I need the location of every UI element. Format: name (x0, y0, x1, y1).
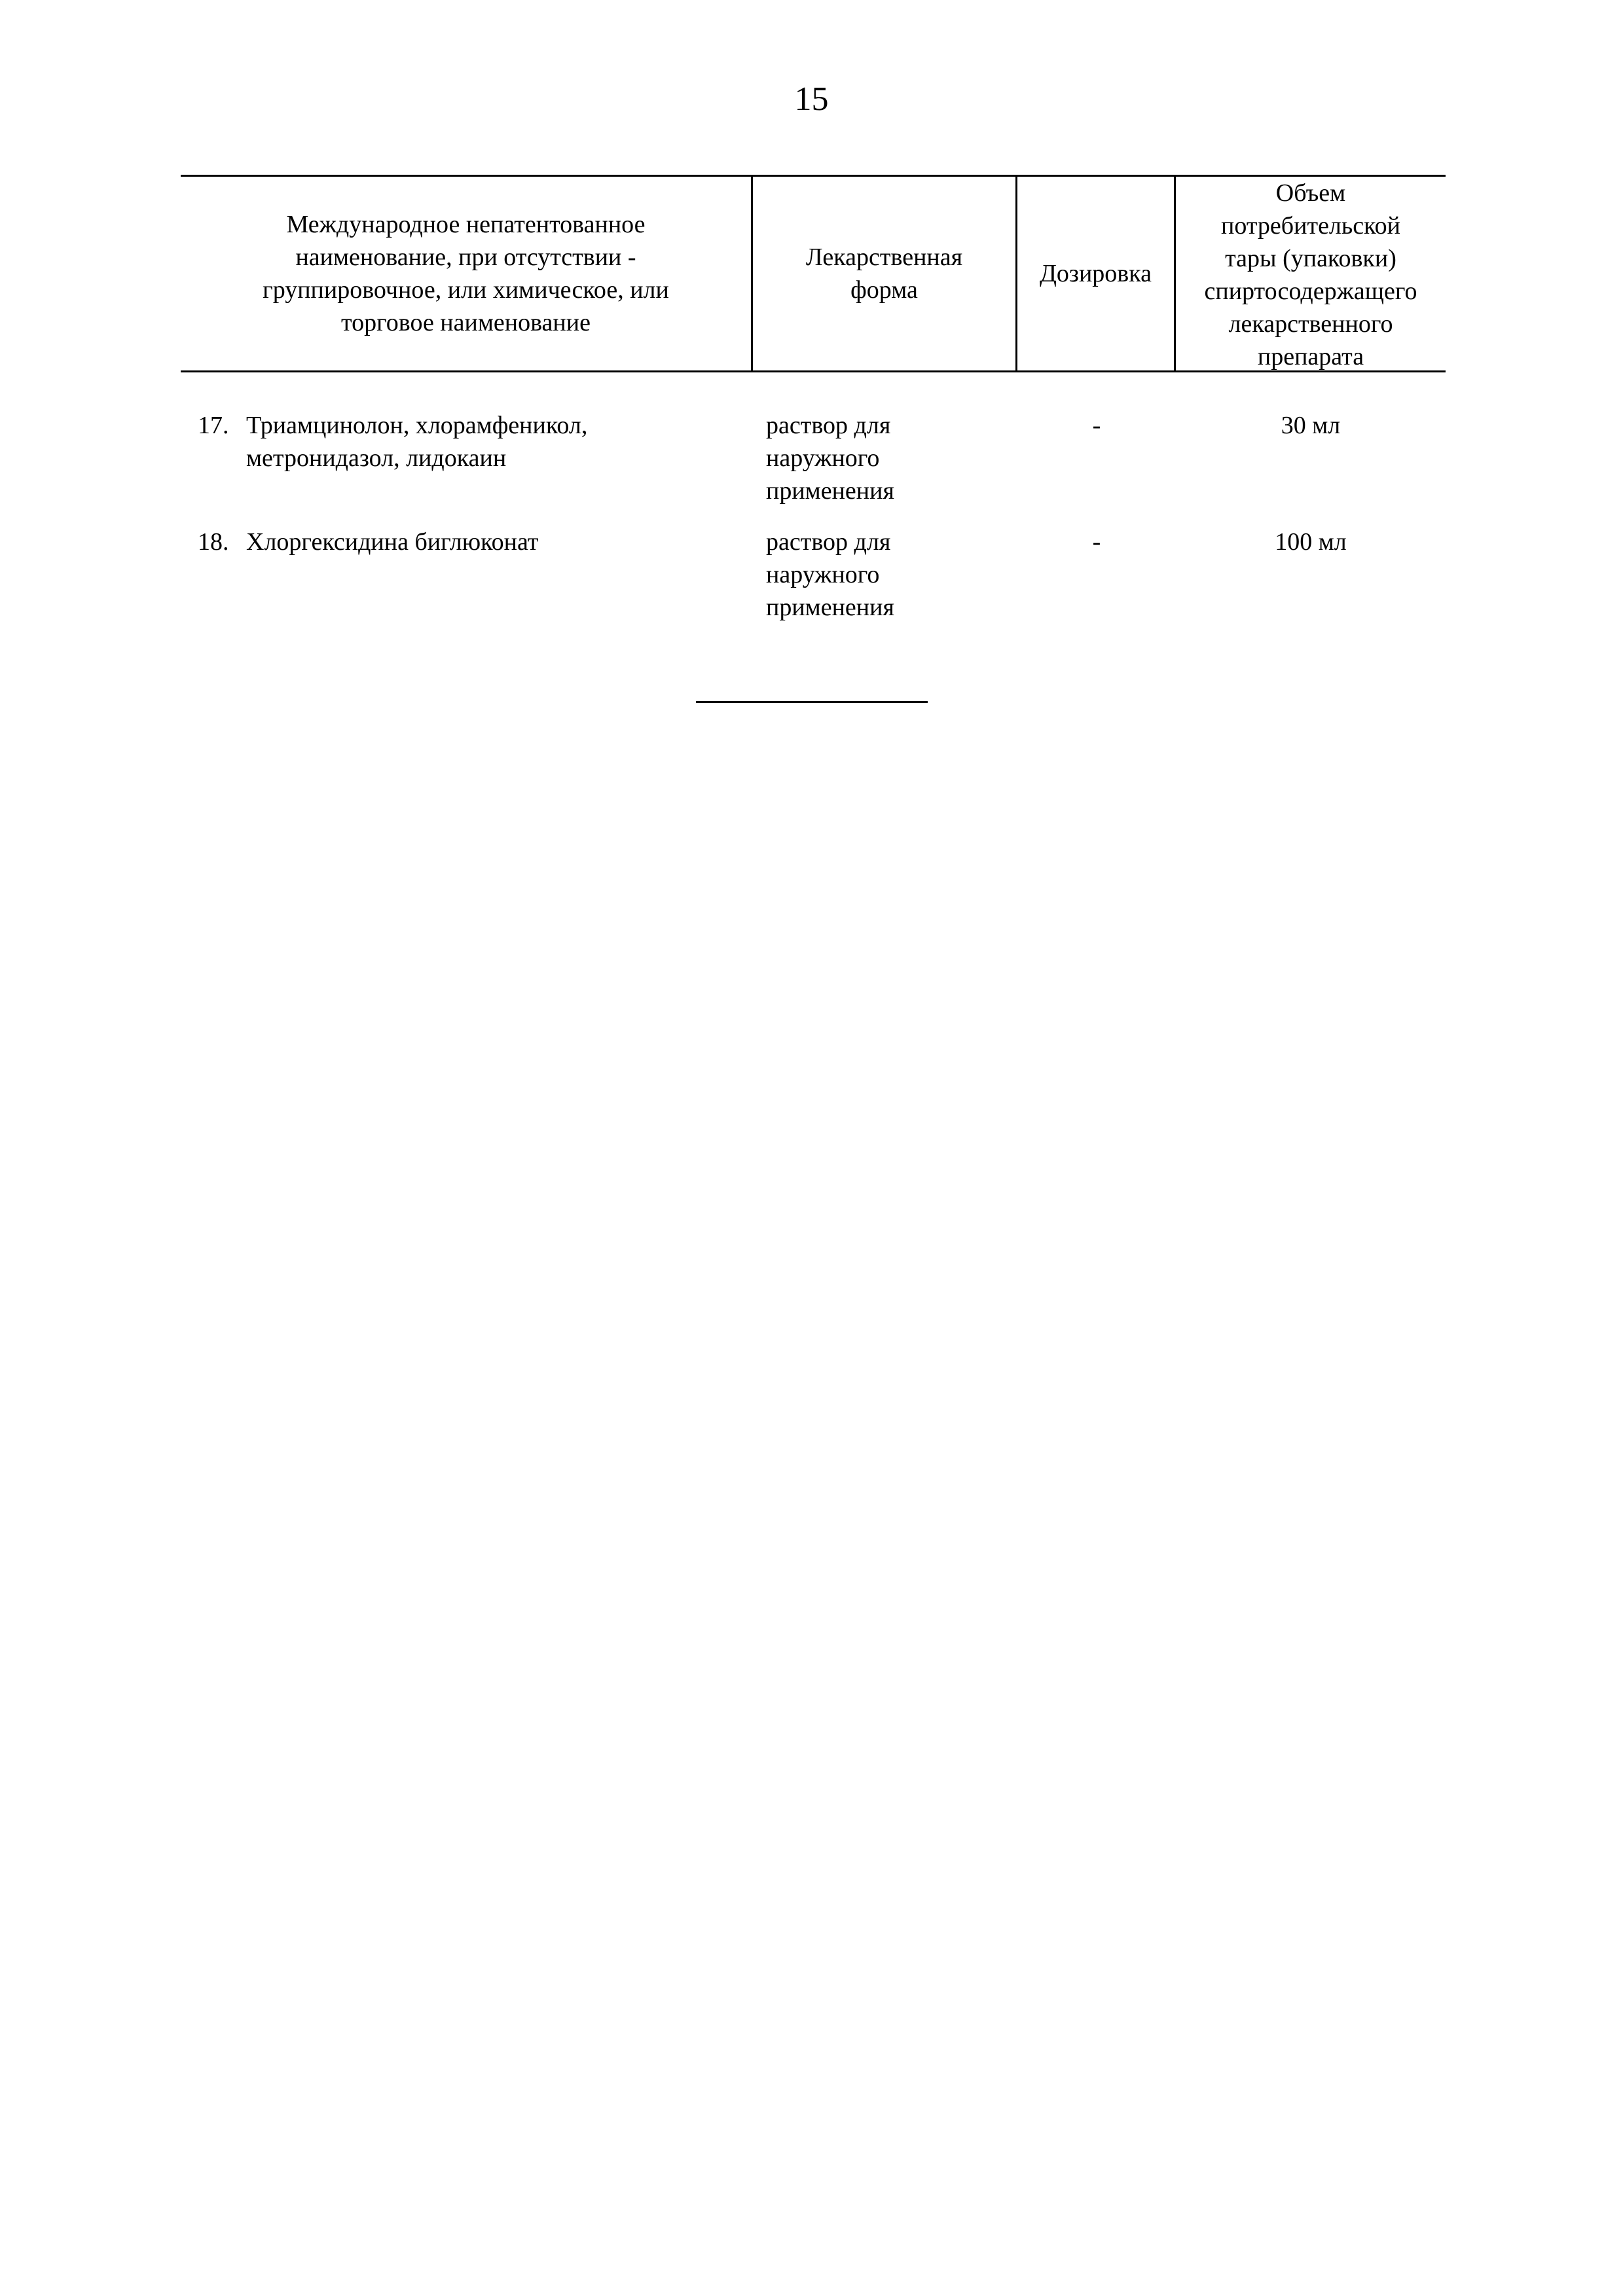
row-volume: 30 мл (1281, 412, 1341, 439)
row-drug-name: Триамцинолон, хлорамфеникол, метронидазол, лидокаин (246, 412, 588, 472)
row-volume: 100 мл (1275, 528, 1347, 556)
header-form: Лекарственная форма (805, 243, 963, 304)
header-form-cell (753, 177, 1017, 370)
header-name-cell (181, 177, 753, 370)
row-number: 18. (198, 528, 229, 556)
row-drug-form: раствор для наружного применения (766, 412, 894, 505)
header-volume-cell (1176, 177, 1446, 370)
table-row (181, 526, 1446, 624)
header-dosage: Дозировка (1040, 260, 1152, 287)
row-dosage: - (1092, 528, 1101, 556)
page-number: 15 (794, 81, 829, 118)
table-header-row (181, 175, 1446, 372)
row-drug-form: раствор для наружного применения (766, 528, 894, 621)
table-body (181, 409, 1446, 624)
header-dosage-cell (1017, 177, 1176, 370)
drug-table (181, 175, 1446, 642)
end-separator-line (696, 701, 928, 703)
header-name: Международное непатентованное наименование, при отсутствии - группировочное, или химическое, или торговое наименование (263, 211, 669, 336)
header-volume: Объем потребительской тары (упаковки) спиртосодержащего лекарственного препарата (1204, 179, 1417, 370)
row-number: 17. (198, 412, 229, 439)
table-row (181, 409, 1446, 507)
row-drug-name: Хлоргексидина биглюконат (246, 528, 539, 556)
row-dosage: - (1092, 412, 1101, 439)
